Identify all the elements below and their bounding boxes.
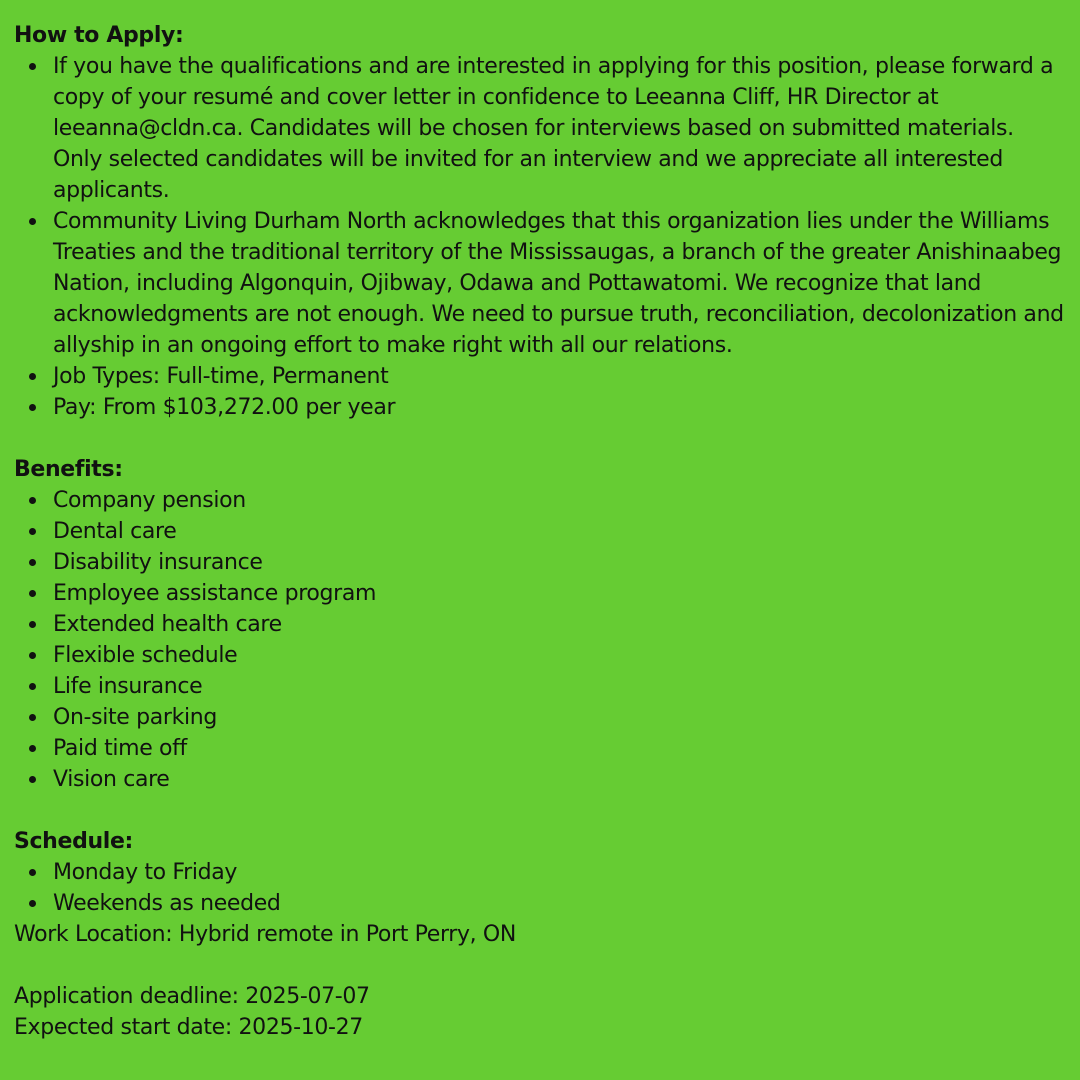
list-item: Employee assistance program [14,578,1068,609]
schedule-list [14,857,1068,919]
how-to-apply-section [14,20,1068,423]
list-item-land-acknowledgment: Community Living Durham North acknowledges that this organization lies under the Williams Treaties and the traditional territory of the Mississaugas, a branch of the greater Anishinaabeg Nation, including Algonquin, Ojibway, Odawa and Pottawatomi. We recognize that land acknowledgments are not enough. We need to pursue truth, reconciliation, decolonization and allyship in an ongoing effort to make right with all our relations. [14,206,1068,361]
application-deadline: Application deadline: 2025-07-07 [14,984,370,1009]
list-item: Dental care [14,516,1068,547]
list-item: Paid time off [14,733,1068,764]
list-item: Flexible schedule [14,640,1068,671]
list-item: Weekends as needed [14,888,1068,919]
schedule-section [14,826,1068,919]
list-item: Disability insurance [14,547,1068,578]
list-item-application-instructions: If you have the qualifications and are interested in applying for this position, please forward a copy of your resumé and cover letter in confidence to Leeanna Cliff, HR Director at leeanna@cldn.ca. Candidates will be chosen for interviews based on submitted materials. Only selected candidates will be invited for an interview and we appreciate all interested applicants. [14,51,1068,206]
list-item: Life insurance [14,671,1068,702]
schedule-heading: Schedule: [14,829,133,854]
benefits-list [14,485,1068,795]
how-to-apply-heading: How to Apply: [14,23,184,48]
benefits-heading: Benefits: [14,457,123,482]
benefits-section [14,454,1068,795]
list-item: Extended health care [14,609,1068,640]
work-location: Work Location: Hybrid remote in Port Perry, ON [14,922,516,947]
list-item: On-site parking [14,702,1068,733]
list-item-pay: Pay: From $103,272.00 per year [14,392,1068,423]
list-item: Company pension [14,485,1068,516]
list-item: Vision care [14,764,1068,795]
spacer [14,950,1068,981]
list-item: Monday to Friday [14,857,1068,888]
list-item-job-types: Job Types: Full-time, Permanent [14,361,1068,392]
how-to-apply-list [14,51,1068,423]
job-posting-document [14,20,1068,1043]
spacer [14,795,1068,826]
spacer [14,423,1068,454]
expected-start-date: Expected start date: 2025-10-27 [14,1015,363,1040]
